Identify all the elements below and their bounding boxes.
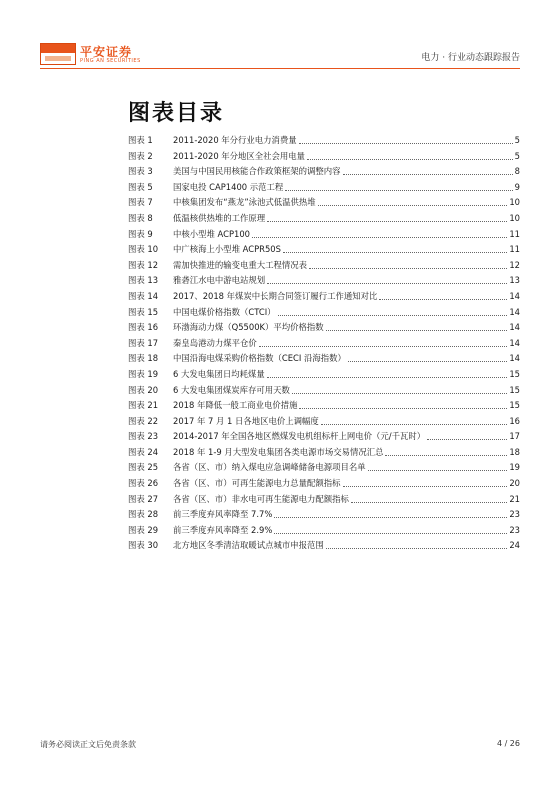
toc-entry-page: 15 — [509, 368, 520, 379]
toc-leader-dots — [267, 273, 507, 284]
toc-entry-title: 中核集团发布“燕龙”泳池式低温供热堆 — [173, 197, 316, 208]
company-logo-english: PING AN SECURITIES — [80, 58, 141, 64]
table-of-figures — [128, 133, 520, 554]
toc-leader-dots — [326, 320, 508, 331]
toc-entry-title: 雅砻江水电中游电站规划 — [173, 275, 266, 286]
toc-entry[interactable] — [128, 164, 520, 180]
toc-leader-dots — [274, 523, 507, 534]
toc-entry-title: 中国电煤价格指数（CTCI） — [173, 306, 276, 317]
toc-entry-label: 图表 12 — [128, 259, 159, 270]
toc-entry-label: 图表 28 — [128, 509, 159, 520]
toc-leader-dots — [285, 180, 512, 191]
toc-entry-label: 图表 16 — [128, 322, 159, 333]
toc-entry-label: 图表 22 — [128, 415, 159, 426]
toc-entry[interactable] — [128, 273, 520, 289]
toc-entry-page: 19 — [509, 462, 520, 473]
toc-entry-label: 图表 14 — [128, 290, 159, 301]
toc-entry[interactable] — [128, 351, 520, 367]
toc-entry-title: 中核小型堆 ACP100 — [173, 228, 251, 239]
toc-leader-dots — [348, 351, 507, 362]
toc-entry-page: 24 — [509, 540, 520, 551]
toc-leader-dots — [278, 305, 508, 316]
toc-leader-dots — [321, 414, 508, 425]
toc-leader-dots — [299, 133, 513, 144]
page-title: 图表目录 — [128, 101, 225, 126]
toc-leader-dots — [343, 164, 513, 175]
toc-entry-title: 中国沿海电煤采购价格指数（CECI 沿海指数） — [173, 353, 346, 364]
toc-entry-page: 14 — [509, 337, 520, 348]
toc-entry-title: 需加快推进的输变电重大工程情况表 — [173, 259, 307, 270]
toc-entry-title: 2014-2017 年全国各地区燃煤发电机组标杆上网电价（元/千瓦时） — [173, 431, 426, 442]
toc-entry-title: 国家电投 CAP1400 示范工程 — [173, 181, 284, 192]
toc-entry[interactable] — [128, 289, 520, 305]
toc-entry-title: 6 大发电集团煤炭库存可用天数 — [173, 384, 290, 395]
toc-entry-label: 图表 20 — [128, 384, 159, 395]
toc-entry-label: 图表 10 — [128, 244, 159, 255]
toc-entry-page: 23 — [509, 524, 520, 535]
toc-entry[interactable] — [128, 414, 520, 430]
toc-entry-label: 图表 21 — [128, 400, 159, 411]
toc-entry-title: 中广核海上小型堆 ACPR50S — [173, 244, 281, 255]
toc-entry-label: 图表 15 — [128, 306, 159, 317]
toc-entry-title: 秦皇岛港动力煤平仓价 — [173, 337, 257, 348]
toc-entry-page: 14 — [509, 322, 520, 333]
toc-entry-page: 14 — [509, 290, 520, 301]
toc-entry-label: 图表 1 — [128, 135, 153, 145]
toc-entry[interactable] — [128, 523, 520, 539]
toc-entry-page: 23 — [509, 509, 520, 520]
header-divider — [40, 68, 520, 69]
toc-entry[interactable] — [128, 195, 520, 211]
toc-leader-dots — [326, 538, 508, 549]
toc-entry-page: 15 — [509, 400, 520, 411]
toc-entry[interactable] — [128, 429, 520, 445]
toc-entry[interactable] — [128, 242, 520, 258]
toc-entry-label: 图表 27 — [128, 493, 159, 504]
toc-leader-dots — [299, 398, 507, 409]
toc-entry-label: 图表 26 — [128, 478, 159, 489]
toc-entry-title: 美国与中国民用核能合作政策框架的调整内容 — [173, 166, 341, 177]
toc-leader-dots — [368, 460, 508, 471]
toc-entry-page: 16 — [509, 415, 520, 426]
toc-entry-label: 图表 7 — [128, 197, 153, 208]
toc-entry-page: 5 — [514, 150, 520, 161]
toc-entry-page: 11 — [509, 244, 520, 255]
toc-leader-dots — [351, 492, 507, 503]
toc-entry-page: 17 — [509, 431, 520, 442]
toc-entry-page: 21 — [509, 493, 520, 504]
toc-entry-title: 各省（区、市）非水电可再生能源电力配额指标 — [173, 493, 349, 504]
page-header — [40, 40, 520, 70]
toc-entry-label: 图表 17 — [128, 337, 159, 348]
toc-leader-dots — [307, 149, 513, 160]
toc-entry-page: 14 — [509, 306, 520, 317]
toc-entry-page: 10 — [509, 212, 520, 223]
toc-entry-label: 图表 13 — [128, 275, 159, 286]
toc-entry-label: 图表 18 — [128, 353, 159, 364]
toc-leader-dots — [267, 367, 508, 378]
toc-entry-label: 图表 30 — [128, 540, 159, 551]
toc-entry[interactable] — [128, 305, 520, 321]
toc-entry[interactable] — [128, 492, 520, 508]
toc-entry-label: 图表 25 — [128, 462, 159, 473]
toc-entry[interactable] — [128, 227, 520, 243]
toc-entry-label: 图表 24 — [128, 446, 159, 457]
toc-leader-dots — [309, 258, 507, 269]
toc-entry[interactable] — [128, 211, 520, 227]
toc-entry-label: 图表 19 — [128, 368, 159, 379]
toc-entry[interactable] — [128, 180, 520, 196]
toc-entry-page: 11 — [509, 228, 520, 239]
toc-entry-page: 8 — [514, 166, 520, 177]
toc-entry[interactable] — [128, 149, 520, 165]
toc-entry-page: 5 — [514, 135, 520, 145]
toc-entry-title: 北方地区冬季清洁取暖试点城市申报范围 — [173, 540, 324, 551]
toc-entry-label: 图表 8 — [128, 212, 153, 223]
toc-entry[interactable] — [128, 507, 520, 523]
toc-entry-page: 15 — [509, 384, 520, 395]
toc-leader-dots — [343, 476, 508, 487]
toc-leader-dots — [427, 429, 507, 440]
toc-entry-page: 14 — [509, 353, 520, 364]
toc-entry-page: 9 — [514, 181, 520, 192]
toc-entry[interactable] — [128, 367, 520, 383]
toc-entry-title: 2017 年 7 月 1 日各地区电价上调幅度 — [173, 415, 319, 426]
toc-leader-dots — [318, 195, 508, 206]
toc-entry[interactable] — [128, 133, 520, 149]
toc-entry-title: 2018 年降低一般工商业电价措施 — [173, 400, 298, 411]
toc-leader-dots — [379, 289, 507, 300]
toc-leader-dots — [259, 336, 508, 347]
report-type: 电力 · 行业动态跟踪报告 — [421, 53, 520, 63]
toc-entry-title: 2017、2018 年煤炭中长期合同签订履行工作通知对比 — [173, 290, 378, 301]
toc-entry-label: 图表 9 — [128, 228, 153, 239]
toc-leader-dots — [274, 507, 507, 518]
toc-leader-dots — [292, 383, 507, 394]
toc-entry[interactable] — [128, 476, 520, 492]
toc-entry-title: 6 大发电集团日均耗煤量 — [173, 368, 265, 379]
toc-entry-page: 13 — [509, 275, 520, 286]
toc-entry[interactable] — [128, 320, 520, 336]
page-footer — [40, 733, 520, 753]
toc-entry-title: 2011-2020 年分地区全社会用电量 — [173, 150, 306, 161]
toc-leader-dots — [283, 242, 507, 253]
toc-entry-page: 12 — [509, 259, 520, 270]
toc-entry-title: 环渤海动力煤（Q5500K）平均价格指数 — [173, 322, 324, 333]
toc-entry[interactable] — [128, 336, 520, 352]
toc-entry-label: 图表 23 — [128, 431, 159, 442]
toc-entry-label: 图表 29 — [128, 524, 159, 535]
toc-entry-page: 10 — [509, 197, 520, 208]
toc-entry[interactable] — [128, 538, 520, 554]
page-number: 4 / 26 — [496, 739, 520, 748]
toc-entry-label: 图表 3 — [128, 166, 153, 177]
toc-entry-title: 前三季度弃风率降至 2.9% — [173, 524, 273, 535]
toc-entry-label: 图表 5 — [128, 181, 153, 192]
disclaimer-note: 请务必阅读正文后免责条款 — [40, 740, 136, 749]
toc-entry-title: 2011-2020 年分行业电力消费量 — [173, 135, 297, 145]
toc-entry[interactable] — [128, 398, 520, 414]
company-logo-mark — [40, 43, 76, 65]
toc-entry-page: 20 — [509, 478, 520, 489]
toc-entry[interactable] — [128, 258, 520, 274]
toc-entry-label: 图表 2 — [128, 150, 153, 161]
toc-entry-title: 前三季度弃风率降至 7.7% — [173, 509, 273, 520]
company-logo-name: 平安证券 — [80, 45, 133, 59]
toc-entry-title: 各省（区、市）纳入煤电应急调峰储备电源项目名单 — [173, 462, 366, 473]
toc-entry[interactable] — [128, 445, 520, 461]
toc-entry-page: 18 — [509, 446, 520, 457]
toc-entry[interactable] — [128, 460, 520, 476]
toc-entry-title: 各省（区、市）可再生能源电力总量配额指标 — [173, 478, 341, 489]
toc-leader-dots — [267, 211, 507, 222]
toc-entry-title: 低温核供热堆的工作原理 — [173, 212, 266, 223]
toc-leader-dots — [252, 227, 507, 238]
toc-entry[interactable] — [128, 383, 520, 399]
toc-entry-title: 2018 年 1-9 月大型发电集团各类电源市场交易情况汇总 — [173, 446, 384, 457]
toc-leader-dots — [385, 445, 507, 456]
